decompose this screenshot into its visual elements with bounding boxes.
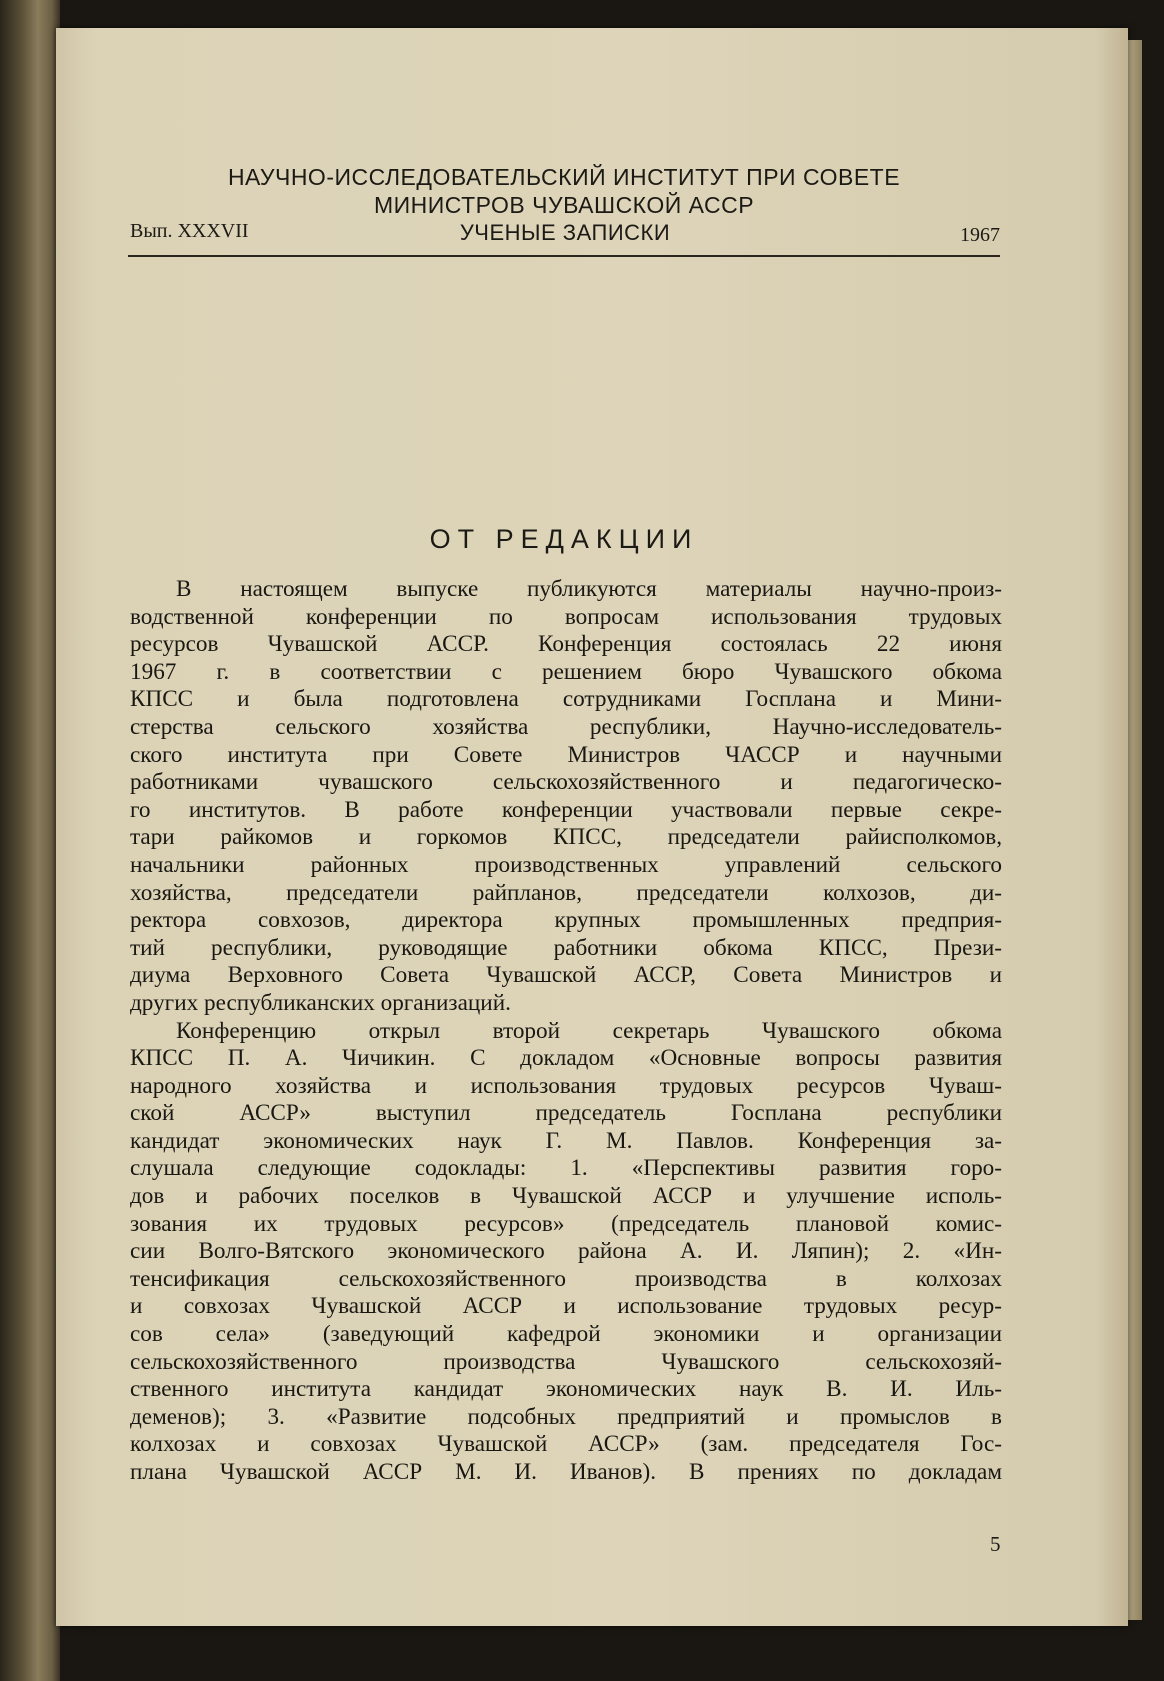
text-line: КПСС П. А. Чичикин. С докладом «Основные вопросы развития	[130, 1045, 1002, 1072]
header-rule	[128, 255, 1000, 257]
page-edge	[1128, 40, 1142, 1620]
body-text	[130, 576, 1002, 1487]
text-line: сии Волго-Вятского экономического района А. И. Ляпин); 2. «Ин-	[130, 1238, 1002, 1265]
text-line: водственной конференции по вопросам использования трудовых	[130, 603, 1002, 630]
text-line: колхозах и совхозах Чувашской АССР» (зам. председателя Гос-	[130, 1431, 1002, 1458]
text-line: работниками чувашского сельскохозяйственного и педагогическо-	[130, 769, 1002, 796]
text-line: хозяйства, председатели райпланов, председатели колхозов, ди-	[130, 879, 1002, 906]
text-line: народного хозяйства и использования трудовых ресурсов Чуваш-	[130, 1072, 1002, 1099]
text-line: ресурсов Чувашской АССР. Конференция состоялась 22 июня	[130, 631, 1002, 658]
text-line: ской АССР» выступил председатель Госплана республики	[130, 1100, 1002, 1127]
text-line: тий республики, руководящие работники обкома КПСС, Прези-	[130, 934, 1002, 961]
text-line: начальники районных производственных управлений сельского	[130, 851, 1002, 878]
issue-number: Вып. XXXVII	[130, 220, 249, 242]
institute-header: НАУЧНО-ИССЛЕДОВАТЕЛЬСКИЙ ИНСТИТУТ ПРИ СОВЕТЕ	[227, 164, 901, 190]
text-line: КПСС и была подготовлена сотрудниками Госплана и Мини-	[130, 686, 1002, 713]
text-line: сельскохозяйственного производства Чувашского сельскохозяй-	[130, 1348, 1002, 1375]
text-line: дов и рабочих поселков в Чувашской АССР и улучшение исполь-	[130, 1183, 1002, 1210]
text-line: ственного института кандидат экономических наук В. И. Иль-	[130, 1376, 1002, 1403]
text-line: деменов); 3. «Развитие подсобных предприятий и промыслов в	[130, 1403, 1002, 1430]
publication-title: УЧЕНЫЕ ЗАПИСКИ	[459, 220, 671, 245]
text-line: тари райкомов и горкомов КПСС, председатели райисполкомов,	[130, 824, 1002, 851]
issue-row	[130, 220, 1000, 250]
text-line: диума Верховного Совета Чувашской АССР, Совета Министров и	[130, 962, 1002, 989]
text-line: ского института при Совете Министров ЧАССР и научными	[130, 741, 1002, 768]
page-number: 5	[990, 1532, 1001, 1556]
text-line: сов села» (заведующий кафедрой экономики и организации	[130, 1321, 1002, 1348]
text-line: зования их трудовых ресурсов» (председатель плановой комис-	[130, 1210, 1002, 1237]
text-line: 1967 г. в соответствии с решением бюро Чувашского обкома	[130, 658, 1002, 685]
text-line: плана Чувашской АССР М. И. Иванов). В прениях по докладам	[130, 1459, 1002, 1485]
text-line: кандидат экономических наук Г. М. Павлов. Конференция за-	[130, 1127, 1002, 1154]
text-line: тенсификация сельскохозяйственного производства в колхозах	[130, 1265, 1002, 1292]
text-line: го институтов. В работе конференции участвовали первые секре-	[130, 796, 1002, 823]
text-line: стерства сельского хозяйства республики, Научно-исследователь-	[130, 713, 1002, 740]
book-binding-edge	[0, 0, 60, 1681]
section-title: ОТ РЕДАКЦИИ	[429, 524, 699, 554]
text-line: слушала следующие содоклады: 1. «Перспективы развития горо-	[130, 1155, 1002, 1182]
institute-header-line2: МИНИСТРОВ ЧУВАШСКОЙ АССР	[373, 192, 755, 218]
text-line: других республиканских организаций.	[130, 989, 511, 1016]
publication-year: 1967	[960, 224, 1000, 246]
text-line: ректора совхозов, директора крупных промышленных предприя-	[130, 907, 1002, 934]
text-line: и совхозах Чувашской АССР и использование трудовых ресур-	[130, 1293, 1002, 1320]
text-line: В настоящем выпуске публикуются материалы научно-произ-	[176, 576, 1002, 602]
text-line: Конференцию открыл второй секретарь Чувашского обкома	[176, 1017, 1002, 1044]
